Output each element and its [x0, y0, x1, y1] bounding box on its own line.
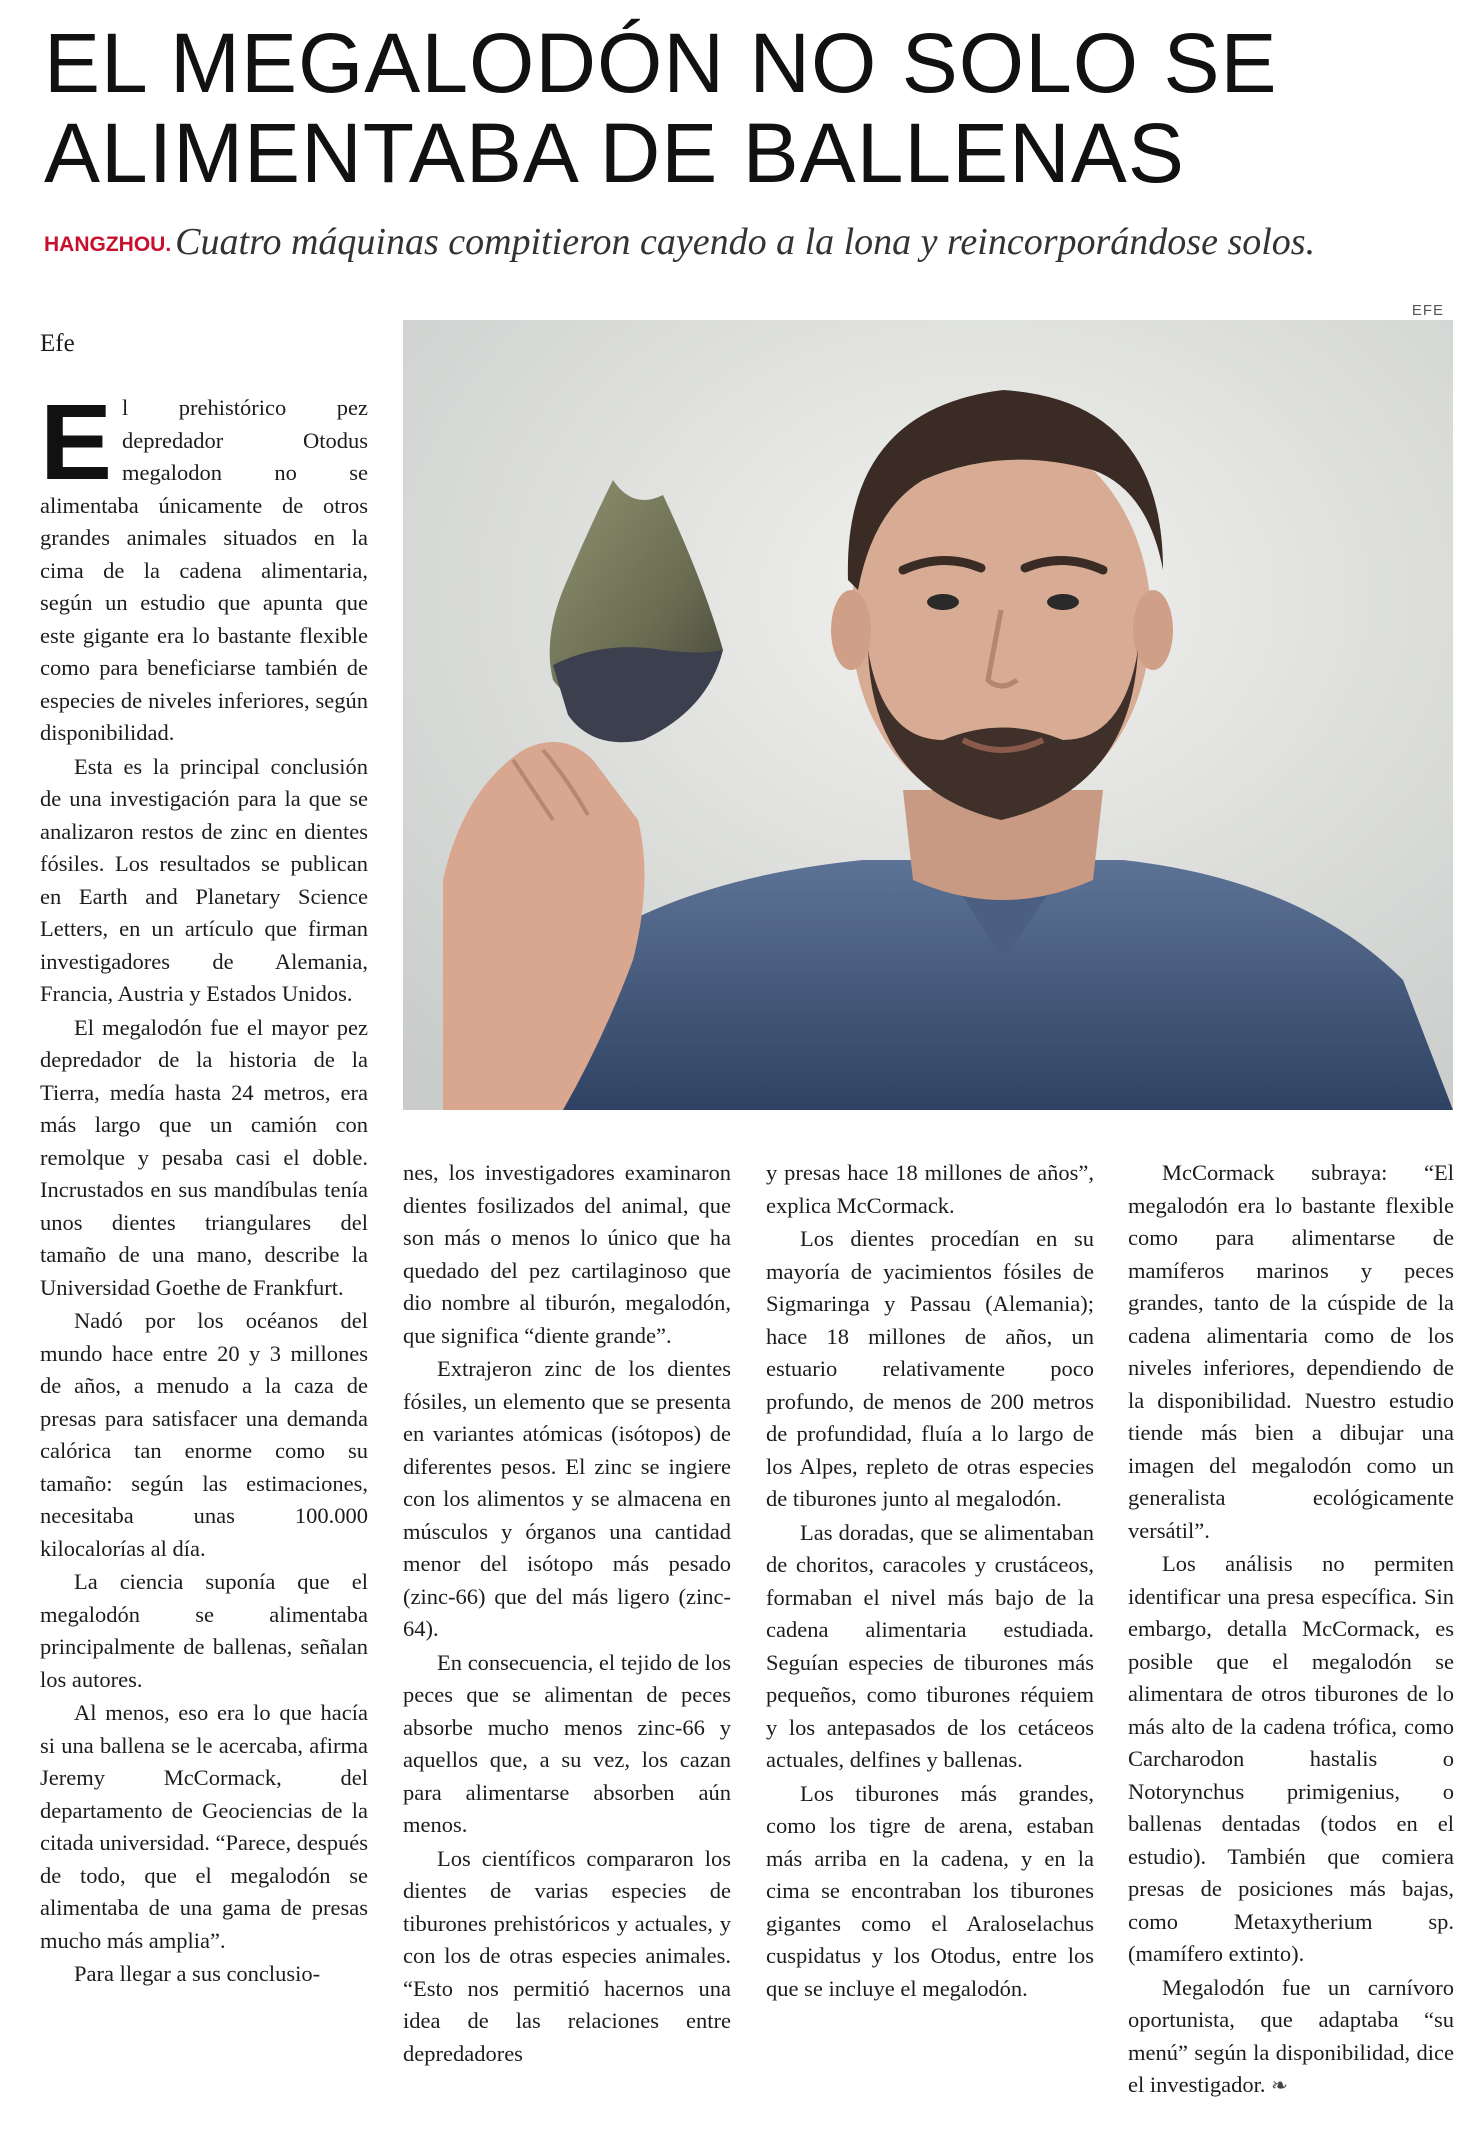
photo-credit: EFE — [1411, 302, 1444, 319]
paragraph: Extrajeron zinc de los dientes fósiles, un elemento que se presenta en variantes atómicas (isótopos) de diferentes pesos. El zinc se ingiere con los alimentos y se almacena en músculos y órganos una cantidad menor del isótopo más pesado (zinc-66) que del más ligero (zinc-64). — [403, 1356, 731, 1641]
article-photo — [403, 320, 1453, 1110]
drop-cap: E — [40, 392, 113, 502]
paragraph: En consecuencia, el tejido de los peces que se alimentan de peces absorbe mucho menos zinc-66 y aquellos que, a su vez, los cazan para alimentarse absorben aún menos. — [403, 1649, 731, 1837]
paragraph: Los tiburones más grandes, como los tigre de arena, estaban más arriba en la cadena, y en la cima se encontraban los tiburones gigantes como el Araloselachus cuspidatus y los Otodus, entre los que se incluye el megalodón. — [766, 1780, 1094, 2001]
headline: EL MEGALODÓN NO SOLO SE ALIMENTABA DE BALLENAS — [44, 16, 1278, 200]
paragraph: Para llegar a sus conclusio- — [74, 1961, 321, 1986]
article-column-4 — [1128, 1157, 1454, 2137]
paragraph: El megalodón fue el mayor pez depredador de la historia de la Tierra, medía hasta 24 metros, era más largo que un camión con remolque y pesaba casi el doble. Incrustados en sus mandíbulas tenía unos dientes triangulares del tamaño de una mano, describe la Universidad Goethe de Frankfurt. — [40, 1014, 368, 1300]
subhead — [44, 219, 1454, 273]
paragraph: Al menos, eso era lo que hacía si una ballena se le acercaba, afirma Jeremy McCormack, del departamento de Geociencias de la citada universidad. “Parece, después de todo, que el megalodón se alimentaba de una gama de presas mucho más amplia”. — [40, 1700, 368, 1953]
byline: Efe — [40, 330, 75, 357]
end-mark-icon: ❧ — [1271, 2075, 1288, 2097]
paragraph: Los análisis no permiten identificar una presa específica. Sin embargo, detalla McCormack, es posible que el megalodón se alimentara de otros tiburones de lo más alto de la cadena trófica, como Carcharodon hastalis o Notorynchus primigenius, o ballenas dentadas (todos en el estudio). También que comiera presas de posiciones más bajas, como Metaxytherium sp. (mamífero extinto). — [1128, 1551, 1454, 1966]
paragraph-final: Megalodón fue un carnívoro oportunista, que adaptaba “su menú” según la disponibilidad, dice el investigador. ❧ — [1128, 1974, 1454, 2097]
article-column-1 — [40, 392, 368, 2137]
researcher-holding-tooth-illustration — [403, 320, 1453, 1110]
paragraph: La ciencia suponía que el megalodón se alimentaba principalmente de ballenas, señalan los autores. — [40, 1569, 368, 1692]
paragraph: McCormack subraya: “El megalodón era lo bastante flexible como para alimentarse de mamíferos marinos y peces grandes, tanto de la cúspide de la cadena alimentaria como de los niveles inferiores, dependiendo de la disponibilidad. Nuestro estudio tiende más bien a dibujar una imagen del megalodón como un generalista ecológicamente versátil”. — [1128, 1160, 1454, 1543]
paragraph: y presas hace 18 millones de años”, explica McCormack. — [766, 1160, 1094, 1218]
paragraph: Las doradas, que se alimentaban de choritos, caracoles y crustáceos, formaban el nivel más bajo de la cadena alimentaria estudiada. Seguían especies de tiburones más pequeños, como tiburones réquiem y los antepasados de los cetáceos actuales, delfines y ballenas. — [766, 1519, 1094, 1772]
paragraph: Esta es la principal conclusión de una investigación para la que se analizaron restos de zinc en dientes fósiles. Los resultados se publican en Earth and Planetary Science Letters, en un artículo que firman investigadores de Alemania, Francia, Austria y Estados Unidos. — [40, 753, 368, 1006]
paragraph: nes, los investigadores examinaron dientes fosilizados del animal, que son más o menos lo único que ha quedado del pez cartilaginoso que dio nombre al tiburón, megalodón, que significa “diente grande”. — [403, 1160, 731, 1348]
dateline-place: HANGZHOU. — [44, 233, 172, 256]
paragraph: Nadó por los océanos del mundo hace entre 20 y 3 millones de años, a menudo a la caza de presas para satisfacer una demanda calórica tan enorme como su tamaño: según las estimaciones, necesitaba unas 100.000 kilocalorías al día. — [40, 1308, 368, 1561]
deck-text: Cuatro máquinas compitieron cayendo a la lona y reincorporándose solos. — [175, 221, 1316, 263]
article-column-2 — [403, 1157, 731, 2137]
article-column-3 — [766, 1157, 1094, 2137]
paragraph-lead: El prehistórico pez depredador Otodus megalodon no se alimentaba únicamente de otros grandes animales situados en la cima de la cadena alimentaria, según un estudio que apunta que este gigante era lo bastante flexible como para beneficiarse también de especies de niveles inferiores, según disponibilidad. — [40, 392, 368, 745]
paragraph: Los dientes procedían en su mayoría de yacimientos fósiles de Sigmaringa y Passau (Alemania); hace 18 millones de años, un estuario relativamente poco profundo, de menos de 200 metros de profundidad, fluía a lo largo de los Alpes, repleto de otras especies de tiburones junto al megalodón. — [766, 1226, 1094, 1511]
paragraph: Los científicos compararon los dientes de varias especies de tiburones prehistóricos y actuales, y con los de otras especies animales. “Esto nos permitió hacernos una idea de las relaciones entre depredadores — [403, 1845, 731, 2066]
